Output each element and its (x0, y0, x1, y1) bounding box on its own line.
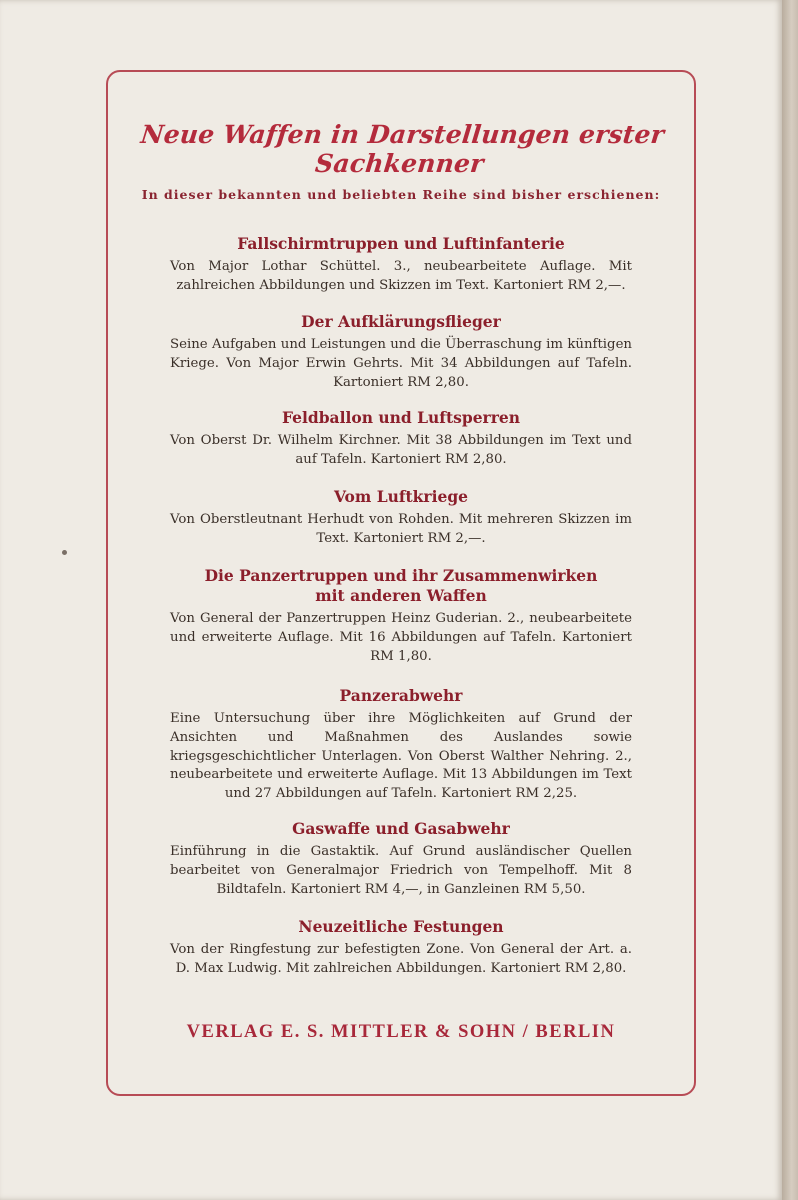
book-title: Die Panzertruppen und ihr Zusammenwirken mit anderen Waffen (204, 566, 598, 605)
book-title: Vom Luftkriege (333, 487, 469, 506)
book-title: Panzerabwehr (339, 686, 463, 705)
book-title: Fallschirmtruppen und Luftinfanterie (237, 234, 565, 253)
paper-spot (62, 550, 67, 555)
book-entry (170, 566, 632, 666)
book-description: Von Major Lothar Schüttel. 3., neubearbeitete Auflage. Mit zahlreichen Abbildungen und Skizzen im Text. Kartoniert RM 2,—. (170, 259, 632, 293)
book-description: Eine Untersuchung über ihre Möglichkeiten auf Grund der Ansichten und Maßnahmen des Auslandes sowie kriegsgeschichtlicher Unterlagen. Von Oberst Walther Nehring. 2., neubearbeitete und erweiterte Auflage. Mit 13 Abbildungen im Text und 27 Abbildungen auf Tafeln. Kartoniert RM 2,25. (170, 711, 632, 802)
book-title: Gaswaffe und Gasabwehr (292, 819, 510, 838)
book-entry (170, 819, 632, 899)
book-description: Von der Ringfestung zur befestigten Zone. Von General der Art. a. D. Max Ludwig. Mit zahlreichen Abbildungen. Kartoniert RM 2,80. (170, 942, 632, 976)
book-description: Einführung in die Gastaktik. Auf Grund ausländischer Quellen bearbeitet von Generalmajor Friedrich von Tempelhoff. Mit 8 Bildtafeln. Kartoniert RM 4,—, in Ganzleinen RM 5,50. (170, 844, 632, 897)
book-entry (170, 917, 632, 979)
book-description: Von Oberstleutnant Herhudt von Rohden. Mit mehreren Skizzen im Text. Kartoniert RM 2,—. (170, 512, 632, 546)
book-title: Feldballon und Luftsperren (281, 408, 521, 427)
book-description: Von General der Panzertruppen Heinz Guderian. 2., neubearbeitete und erweiterte Auflage. Mit 16 Abbildungen auf Tafeln. Kartoniert RM 1,80. (170, 611, 632, 664)
book-description: Von Oberst Dr. Wilhelm Kirchner. Mit 38 Abbildungen im Text und auf Tafeln. Kartoniert RM 2,80. (170, 433, 632, 467)
book-entry (170, 234, 632, 296)
book-description: Seine Aufgaben und Leistungen und die Überraschung im künftigen Kriege. Von Major Erwin Gehrts. Mit 34 Abbildungen auf Tafeln. Kartoniert RM 2,80. (170, 337, 632, 390)
book-spine-edge (782, 0, 798, 1200)
book-title: Der Aufklärungsflieger (301, 312, 501, 331)
book-entry (170, 487, 632, 549)
book-entry (170, 312, 632, 392)
book-title: Neuzeitliche Festungen (298, 917, 504, 936)
publisher-imprint: VERLAG E. S. MITTLER & SOHN / BERLIN (186, 1022, 616, 1042)
book-entry (170, 686, 632, 804)
series-subtitle: In dieser bekannten und beliebten Reihe sind bisher erschienen: (141, 187, 661, 202)
series-title: Neue Waffen in Darstellungen erster Sachkenner (139, 120, 666, 178)
book-entry (170, 408, 632, 470)
